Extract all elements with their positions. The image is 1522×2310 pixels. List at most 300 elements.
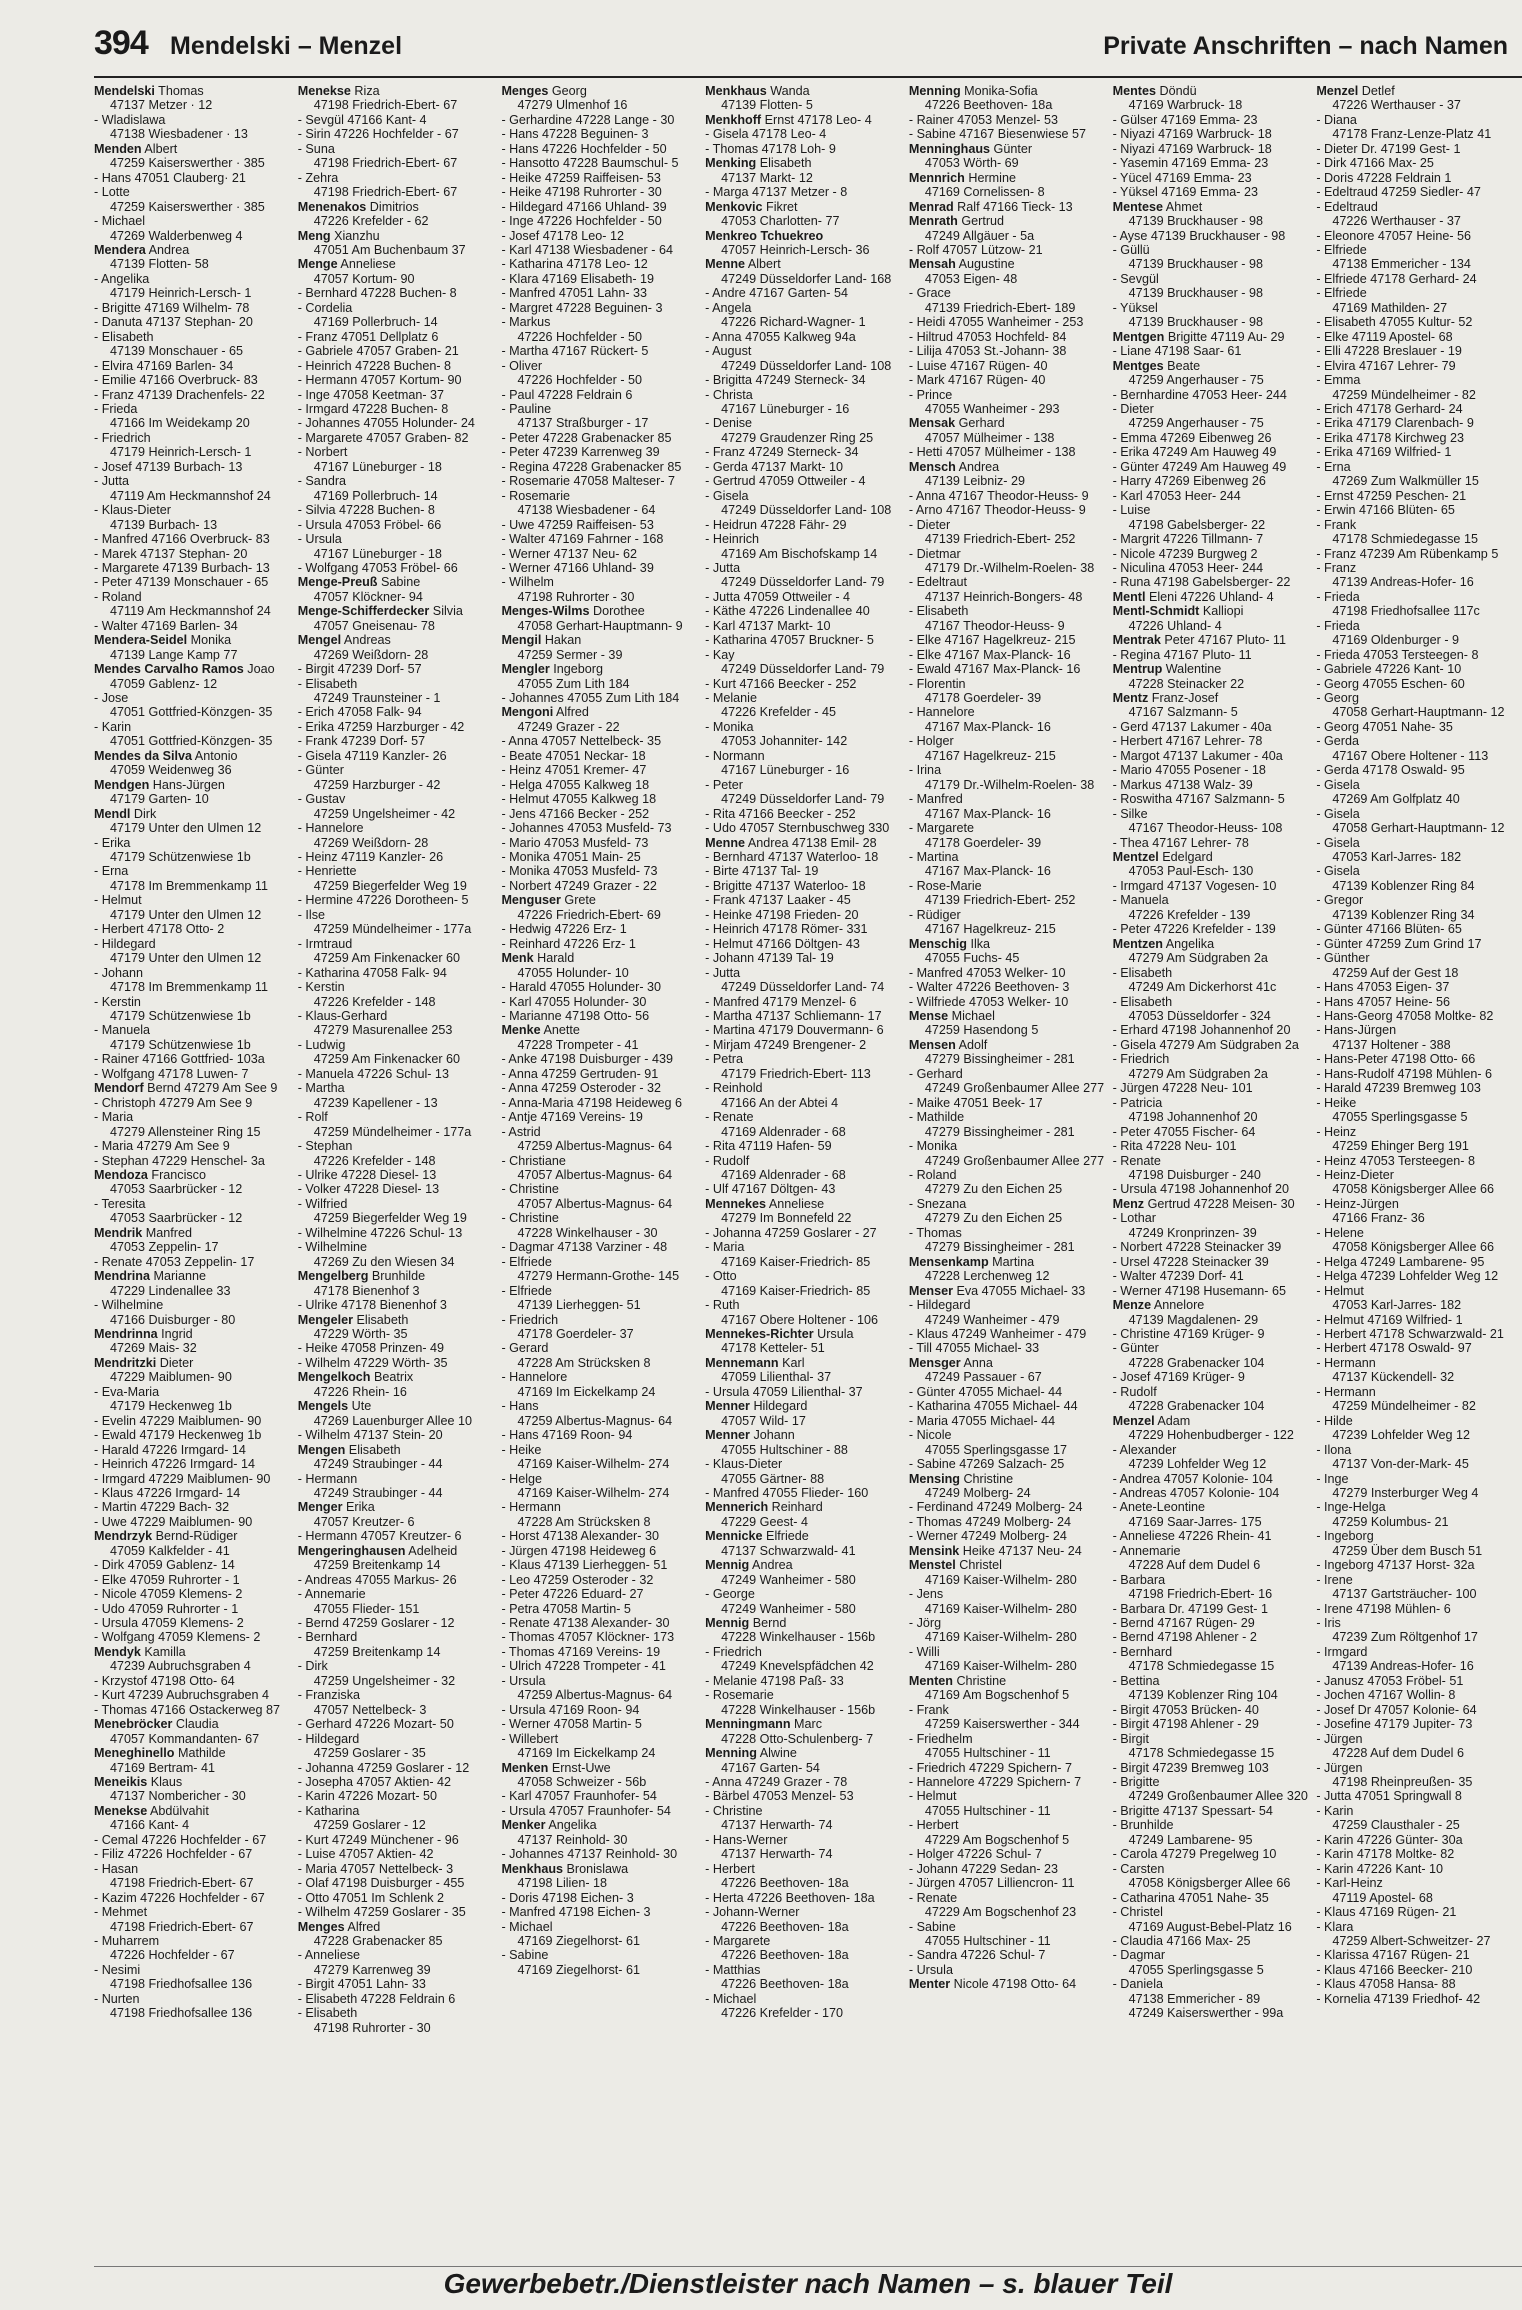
directory-column (298, 84, 496, 2274)
page-header (94, 22, 1522, 72)
given-name: Karl (778, 1355, 805, 1370)
additional-person: - Mario 47053 Musfeld- 73 (501, 835, 649, 850)
address-line: 47269 Weißdorn- 28 (313, 835, 429, 850)
additional-person: - Erwin 47166 Blüten- 65 (1316, 503, 1455, 518)
additional-person: - Anke 47198 Duisburger - 439 (501, 1052, 673, 1067)
additional-person: - Brigitte 47137 Spessart- 54 (1112, 1803, 1273, 1818)
additional-person: - Heinz-Jürgen (1316, 1196, 1399, 1211)
surname: Menken (501, 1760, 549, 1775)
additional-person: - Hannelore (297, 821, 364, 836)
entry-heading (298, 1443, 496, 1457)
address-line: 47259 Albertus-Magnus- 64 (517, 1139, 673, 1154)
additional-person: - Karl 47057 Fraunhofer- 54 (501, 1789, 657, 1804)
address-line: 47053 Düsseldorfer - 324 (1128, 1009, 1271, 1023)
surname: Mendrinna (94, 1326, 158, 1341)
directory-entry (705, 1558, 903, 1616)
additional-person: - Hermann (1316, 1355, 1376, 1370)
additional-person: - Birte 47137 Tal- 19 (705, 864, 819, 879)
additional-person: - Angelika (94, 271, 150, 286)
additional-person: - Luise 47057 Aktien- 42 (297, 1847, 434, 1862)
additional-person: - Marga 47137 Metzer - 8 (705, 185, 848, 200)
given-name: Hakan (541, 633, 582, 648)
entry-heading (1113, 1298, 1311, 1312)
additional-person: - Elisabeth 47055 Kultur- 52 (1316, 315, 1473, 330)
additional-person: - Elke 47167 Hagelkreuz- 215 (908, 633, 1076, 648)
address-line: 47228 Trompeter - 41 (517, 1037, 639, 1052)
entry-heading (909, 1674, 1107, 1688)
given-name: Klaus (147, 1775, 183, 1790)
address-line: 47169 Ziegelhorst- 61 (517, 1962, 640, 1977)
additional-person: - Anna 47167 Theodor-Heuss- 9 (908, 488, 1089, 503)
additional-person: - Heinz 47053 Tersteegen- 8 (1316, 1153, 1476, 1168)
additional-person: - Elke 47119 Apostel- 68 (1316, 329, 1453, 344)
given-name: Edelgard (1158, 850, 1213, 865)
address-line: 47228 Auf dem Dudel 6 (1332, 1746, 1464, 1761)
directory-entry (705, 1717, 903, 1746)
directory-entry (909, 1472, 1107, 1544)
surname: Mentgen (1112, 329, 1165, 344)
additional-person: - Karl 47138 Wiesbadener - 64 (501, 242, 673, 257)
entry-heading (909, 142, 1107, 156)
additional-person: - Erika 47178 Kirchweg 23 (1316, 430, 1465, 445)
additional-person: - Sabine (501, 1948, 549, 1963)
additional-person: - Helmut (1316, 1283, 1364, 1298)
given-name: Eva 47055 Michael- 33 (952, 1283, 1086, 1298)
header-rule (94, 76, 1522, 78)
additional-person: - Christiane (501, 1153, 566, 1168)
address-line: 47167 Max-Planck- 16 (924, 864, 1051, 879)
directory-entry (705, 229, 903, 258)
additional-person: - Annemarie (1112, 1543, 1181, 1558)
given-name: Ralf 47166 Tieck- 13 (953, 199, 1073, 214)
given-name: Gerhard (955, 416, 1005, 431)
directory-entry (94, 1081, 292, 1168)
directory-entry (94, 633, 292, 662)
address-line: 47057 Gneisenau- 78 (313, 618, 435, 633)
address-line: 47226 Krefelder - 62 (313, 214, 429, 229)
additional-person: - Henriette (297, 864, 357, 879)
additional-person: - Heinrich (705, 532, 760, 547)
address-line: 47139 Friedrich-Ebert- 189 (924, 300, 1076, 315)
directory-entry (94, 1269, 292, 1327)
additional-person: - Harald 47226 Irmgard- 14 (94, 1442, 246, 1457)
additional-person: - Gisela (1316, 806, 1360, 821)
additional-person: - Michael (94, 214, 146, 229)
additional-person: - Doris 47198 Eichen- 3 (501, 1890, 634, 1905)
address-line: 47259 Kaiserswerther · 385 (110, 199, 265, 214)
additional-person: - Katharina (297, 1803, 360, 1818)
additional-person: - Helmut (908, 1789, 957, 1804)
entry-heading (705, 1529, 903, 1543)
address-line: 47259 Angerhauser - 75 (1128, 373, 1264, 388)
additional-person: - Frieda (1316, 589, 1360, 604)
additional-person: - Karl 47053 Heer- 244 (1112, 488, 1241, 503)
additional-person: - Arno 47167 Theodor-Heuss- 9 (908, 503, 1086, 518)
address-line: 47059 Kalkfelder - 41 (110, 1543, 230, 1558)
additional-person: - Ursula 47053 Fröbel- 66 (297, 517, 442, 532)
entry-heading (94, 778, 292, 792)
address-line: 47057 Heinrich-Lersch- 36 (721, 242, 870, 257)
additional-person: - Friedhelm (908, 1731, 973, 1746)
address-line: 47137 Markt- 12 (721, 170, 813, 185)
address-line: 47229 Lindenallee 33 (110, 1283, 231, 1298)
additional-person: - Margarete 47057 Graben- 82 (297, 430, 469, 445)
additional-person: - Rainer 47053 Menzel- 53 (908, 112, 1058, 127)
given-name: Adam (1154, 1413, 1191, 1428)
additional-person: - Katharina 47058 Falk- 94 (297, 965, 447, 980)
entry-heading (94, 1269, 292, 1283)
address-line: 47279 Allensteiner Ring 15 (110, 1124, 261, 1139)
address-line: 47169 Oldenburger - 9 (1332, 633, 1460, 648)
address-line: 47169 Kaiser-Wilhelm- 280 (924, 1659, 1077, 1674)
additional-person: - Hermann (1316, 1384, 1376, 1399)
additional-person: - Roland (94, 589, 142, 604)
additional-person: - Annemarie (297, 1587, 366, 1602)
directory-entry (705, 257, 903, 835)
address-line: 47138 Emmericher - 89 (1128, 1991, 1261, 2006)
surname: Mengels (297, 1399, 349, 1414)
directory-entry (1113, 1197, 1311, 1298)
additional-person: - Thomas 47249 Molberg- 24 (908, 1514, 1072, 1529)
additional-person: - Erna (94, 864, 129, 879)
surname: Mendes da Silva (94, 748, 192, 763)
address-line: 47169 Ziegelhorst- 61 (517, 1934, 640, 1948)
additional-person: - Gerhardine 47228 Lange - 30 (501, 112, 675, 127)
directory-column (1316, 84, 1514, 2274)
address-line: 47139 Bruckhauser - 98 (1128, 257, 1264, 272)
additional-person: - Dirk 47166 Max- 25 (1316, 156, 1434, 171)
directory-entry (909, 142, 1107, 171)
directory-entry (501, 1761, 699, 1819)
given-name: Walentine (1162, 662, 1222, 677)
address-line: 47139 Andreas-Hofer- 16 (1332, 575, 1474, 590)
directory-entry (909, 937, 1107, 1009)
address-line: 47058 Gerhart-Hauptmann- 9 (517, 618, 683, 633)
additional-person: - Frank 47239 Dorf- 57 (297, 734, 426, 749)
additional-person: - Beate 47051 Neckar- 18 (501, 748, 646, 763)
additional-person: - Ursula 47057 Fraunhofer- 54 (501, 1803, 671, 1818)
directory-entry (298, 1399, 496, 1442)
additional-person: - Hermine 47226 Dorotheen- 5 (297, 893, 469, 908)
surname: Mengel (297, 633, 342, 648)
additional-person: - Hildegard (94, 936, 156, 951)
given-name: Heike 47137 Neu- 24 (959, 1543, 1082, 1558)
address-line: 47178 Im Bremmenkamp 11 (110, 980, 268, 995)
additional-person: - Matthias (705, 1962, 761, 1977)
directory-entry (94, 1645, 292, 1717)
address-line: 47137 Straßburger - 17 (517, 416, 649, 431)
address-line: 47228 Auf dem Dudel 6 (1128, 1558, 1261, 1573)
additional-person: - Martha 47167 Rückert- 5 (501, 344, 649, 359)
address-line: 47179 Unter den Ulmen 12 (110, 907, 262, 922)
entry-heading (1113, 662, 1311, 676)
additional-person: - Carsten (1112, 1861, 1165, 1876)
address-line: 47198 Friedhofsallee 117c (1332, 604, 1480, 619)
additional-person: - Margrit 47226 Tillmann- 7 (1112, 532, 1264, 547)
entry-heading (94, 1356, 292, 1370)
additional-person: - Catharina 47051 Nahe- 35 (1112, 1890, 1269, 1905)
address-line: 47167 Lüneburger - 18 (313, 459, 442, 474)
address-line: 47229 Maiblumen- 90 (110, 1370, 232, 1385)
surname: Menschig (908, 936, 967, 951)
surname: Menner (705, 1399, 750, 1414)
additional-person: - Bettina (1112, 1673, 1160, 1688)
additional-person: - Otto 47051 Im Schlenk 2 (297, 1890, 445, 1905)
address-line: 47053 Karl-Jarres- 182 (1332, 850, 1462, 865)
given-name: Grete (560, 893, 596, 908)
additional-person: - Renate (705, 1110, 754, 1125)
given-name: Bernd-Rüdiger (152, 1529, 238, 1544)
surname: Menenakos (297, 199, 367, 214)
additional-person: - Michael (501, 1919, 553, 1934)
address-line: 47166 Franz- 36 (1332, 1211, 1425, 1226)
given-name: Monika (187, 633, 232, 648)
address-line: 47059 Lilienthal- 37 (721, 1370, 832, 1385)
additional-person: - Christine (501, 1211, 559, 1226)
directory-entry (1113, 359, 1311, 590)
entry-heading (1113, 937, 1311, 951)
directory-entry (705, 1746, 903, 2021)
directory-entry (909, 1284, 1107, 1356)
additional-person: - Udo 47057 Sternbuschweg 330 (705, 821, 890, 836)
additional-person: - Walter 47169 Barlen- 34 (94, 618, 238, 633)
additional-person: - Irene (1316, 1572, 1353, 1587)
surname: Mendyk (94, 1644, 141, 1659)
additional-person: - Yasemin 47169 Emma- 23 (1112, 156, 1269, 171)
additional-person: - Erika 47169 Wilfried- 1 (1316, 445, 1452, 460)
entry-heading (94, 1645, 292, 1659)
additional-person: - Melanie 47198 Paß- 33 (705, 1673, 844, 1688)
address-line: 47249 Großenbaumer Allee 320 (1128, 1789, 1308, 1804)
surname: Menge-Preuß (297, 575, 378, 590)
additional-person: - Ernst 47259 Peschen- 21 (1316, 488, 1467, 503)
given-name: Erika (342, 1500, 375, 1515)
surname: Mensch (908, 459, 956, 474)
address-line: 47137 Schwarzwald- 41 (721, 1543, 856, 1558)
entry-heading (94, 142, 292, 156)
given-name: Günter (990, 141, 1033, 156)
directory-entry (94, 1746, 292, 1775)
additional-person: - Johannes 47055 Holunder- 24 (297, 416, 475, 431)
address-line: 47259 Ungelsheimer - 42 (313, 806, 456, 821)
additional-person: - Jens (908, 1587, 944, 1602)
additional-person: - Jutta 47051 Springwall 8 (1316, 1789, 1462, 1804)
entry-heading (298, 604, 496, 618)
given-name: Eleni 47226 Uhland- 4 (1145, 589, 1274, 604)
additional-person: - Uwe 47229 Maiblumen- 90 (94, 1514, 253, 1529)
additional-person: - Ewald 47179 Heckenweg 1b (94, 1428, 262, 1443)
surname: Mensak (908, 416, 956, 431)
entry-heading (705, 257, 903, 271)
additional-person: - Mehmet (94, 1905, 148, 1920)
directory-entry (909, 416, 1107, 459)
additional-person: - Kornelia 47139 Friedhof- 42 (1316, 1991, 1481, 2006)
directory-entry (705, 113, 903, 156)
given-name: Ingrid (157, 1326, 193, 1341)
surname: Menges-Wilms (501, 604, 590, 619)
directory-entry (94, 807, 292, 1082)
additional-person: - Karin 47226 Mozart- 50 (297, 1789, 438, 1804)
address-line: 47055 Sperlingsgasse 5 (1128, 1962, 1264, 1977)
additional-person: - Dieter (1112, 401, 1154, 416)
additional-person: - Gertrud 47059 Ottweiler - 4 (705, 474, 866, 489)
additional-person: - Sabine 47167 Biesenwiese 57 (908, 127, 1087, 142)
additional-person: - Johann 47139 Tal- 19 (705, 951, 834, 966)
additional-person: - Eva-Maria (94, 1384, 160, 1399)
additional-person: - Luise 47167 Rügen- 40 (908, 358, 1048, 373)
additional-person: - Hermann (501, 1500, 561, 1515)
address-line: 47178 Bienenhof 3 (313, 1283, 420, 1298)
address-line: 47226 Krefelder - 148 (313, 1153, 436, 1168)
address-line: 47226 Beethoven- 18a (721, 1977, 849, 1992)
additional-person: - Rita 47228 Neu- 101 (1112, 1139, 1237, 1154)
surname: Menstel (908, 1558, 956, 1573)
given-name: Wanda (766, 84, 810, 98)
additional-person: - Georg 47051 Nahe- 35 (1316, 719, 1453, 734)
additional-person: - Walter 47226 Beethoven- 3 (908, 980, 1070, 995)
address-line: 47249 Kronprinzen- 39 (1128, 1225, 1257, 1240)
additional-person: - Silke (1112, 806, 1148, 821)
address-line: 47259 Harzburger - 42 (313, 777, 441, 792)
address-line: 47169 Im Eickelkamp 24 (517, 1384, 656, 1399)
address-line: 47279 Bissingheimer - 281 (924, 1240, 1075, 1255)
additional-person: - Mathilde (908, 1110, 965, 1125)
additional-person: - Sabine (908, 1919, 956, 1934)
additional-person: - Willebert (501, 1731, 559, 1746)
additional-person: - Klaus 47139 Lierheggen- 51 (501, 1558, 668, 1573)
additional-person: - Anna 47259 Gertruden- 91 (501, 1066, 659, 1081)
address-line: 47259 Albertus-Magnus- 64 (517, 1688, 673, 1703)
address-line: 47051 Am Buchenbaum 37 (313, 242, 466, 257)
additional-person: - Johannes 47137 Reinhold- 30 (501, 1847, 678, 1862)
directory-column (94, 84, 292, 2274)
additional-person: - Dirk (297, 1659, 328, 1674)
surname: Mengoni (501, 705, 554, 720)
address-line: 47226 Hochfelder - 50 (517, 373, 643, 388)
given-name: Bernd (749, 1616, 787, 1631)
entry-heading (94, 1529, 292, 1543)
additional-person: - Peter 47226 Krefelder - 139 (1112, 922, 1276, 937)
address-line: 47058 Königsberger Allee 66 (1332, 1182, 1495, 1197)
additional-person: - Elke 47167 Max-Planck- 16 (908, 647, 1071, 662)
additional-person: - Klaus 47166 Beecker- 210 (1316, 1962, 1473, 1977)
page-footer: Gewerbebetr./Dienstleister nach Namen – s. blauer Teil (443, 2268, 1173, 2299)
given-name: Alfred (344, 1919, 381, 1934)
additional-person: - Lotte (94, 185, 130, 200)
directory-entry (94, 1775, 292, 1804)
additional-person: - Brigitta 47249 Sterneck- 34 (705, 373, 866, 388)
address-line: 47198 Gabelsberger- 22 (1128, 517, 1266, 532)
additional-person: - Prince (908, 387, 953, 402)
additional-person: - Franz 47249 Sterneck- 34 (705, 445, 859, 460)
address-line: 47198 Friedhofsallee 136 (110, 1977, 253, 1992)
surname: Mensah (908, 257, 956, 272)
address-line: 47179 Garten- 10 (110, 792, 209, 807)
additional-person: - Herbert (908, 1818, 959, 1833)
additional-person: - Martin 47229 Bach- 32 (94, 1500, 230, 1515)
given-name: Elisabeth (345, 1442, 401, 1457)
given-name: Beate (1163, 358, 1201, 373)
address-line: 47198 Friedrich-Ebert- 67 (313, 98, 458, 113)
address-line: 47169 Aldenrader - 68 (721, 1124, 846, 1139)
address-line: 47249 Molberg- 24 (924, 1485, 1031, 1500)
additional-person: - Gisela (1316, 864, 1360, 879)
address-line: 47059 Weidenweg 36 (110, 763, 232, 778)
directory-entry (501, 604, 699, 633)
directory-entry (298, 84, 496, 200)
additional-person: - Andrea 47057 Kolonie- 104 (1112, 1471, 1273, 1486)
entry-heading (94, 633, 292, 647)
additional-person: - Brigitte 47169 Wilhelm- 78 (94, 300, 250, 315)
directory-entry (94, 1168, 292, 1226)
additional-person: - Karin 47226 Günter- 30a (1316, 1832, 1463, 1847)
address-line: 47179 Unter den Ulmen 12 (110, 821, 262, 836)
given-name: Harald (533, 951, 575, 966)
additional-person: - Irmgard 47137 Vogesen- 10 (1112, 878, 1277, 893)
additional-person: - Werner 47137 Neu- 62 (501, 546, 638, 561)
address-line: 47239 Lohfelder Weg 12 (1128, 1457, 1267, 1472)
additional-person: - Snezana (908, 1196, 967, 1211)
surname: Mennrich (908, 170, 965, 185)
given-name: Hans-Jürgen (149, 777, 225, 792)
entry-heading (1113, 1414, 1311, 1428)
additional-person: - Hans-Georg 47058 Moltke- 82 (1316, 1009, 1494, 1023)
entry-heading (298, 229, 496, 243)
additional-person: - Anna-Maria 47198 Heideweg 6 (501, 1095, 683, 1110)
additional-person: - Nicole 47239 Burgweg 2 (1112, 546, 1258, 561)
given-name: Ahmet (1163, 199, 1203, 214)
surname: Mendrina (94, 1269, 150, 1284)
given-name: Michael (948, 1009, 995, 1023)
additional-person: - Hans-Rudolf 47198 Mühlen- 6 (1316, 1066, 1493, 1081)
additional-person: - Karin 47226 Kant- 10 (1316, 1861, 1444, 1876)
additional-person: - Ilse (297, 907, 326, 922)
address-line: 47055 Zum Lith 184 (517, 676, 630, 691)
given-name: Thomas (154, 84, 204, 98)
address-line: 47259 Ungelsheimer - 32 (313, 1673, 456, 1688)
directory-entry (909, 84, 1107, 142)
entry-heading (501, 1818, 699, 1832)
additional-person: - Michael (705, 1991, 757, 2006)
address-line: 47139 Magdalenen- 29 (1128, 1312, 1259, 1327)
address-line: 47119 Am Heckmannshof 24 (110, 488, 271, 503)
surname: Menter (908, 1977, 951, 1992)
additional-person: - Kerstin (94, 994, 141, 1009)
directory-entry (298, 200, 496, 229)
additional-person: - Herbert 47178 Oswald- 97 (1316, 1341, 1472, 1356)
entry-heading (1113, 850, 1311, 864)
address-line: 47055 Gärtner- 88 (721, 1471, 825, 1486)
additional-person: - Johann 47229 Sedan- 23 (908, 1861, 1059, 1876)
additional-person: - Elisabeth (297, 676, 358, 691)
directory-entry (1113, 937, 1311, 1197)
entry-heading (1113, 200, 1311, 214)
given-name: Ernst 47178 Leo- 4 (761, 112, 872, 127)
given-name: Sabine (377, 575, 421, 590)
entry-heading (94, 749, 292, 763)
address-line: 47228 Winkelhauser - 156b (721, 1702, 876, 1717)
additional-person: - Margot 47137 Lakumer - 40a (1112, 748, 1283, 763)
additional-person: - Rita 47119 Hafen- 59 (705, 1139, 832, 1154)
address-line: 47167 Max-Planck- 16 (924, 806, 1051, 821)
additional-person: - Bernd 47167 Rügen- 29 (1112, 1616, 1255, 1631)
surname: Mengelberg (297, 1269, 369, 1284)
directory-entry (501, 951, 699, 1023)
additional-person: - Helene (1316, 1225, 1364, 1240)
address-line: 47178 Goerdeler- 39 (924, 835, 1042, 850)
additional-person: - Heinz 47119 Kanzler- 26 (297, 850, 444, 865)
address-line: 47179 Unter den Ulmen 12 (110, 951, 262, 966)
